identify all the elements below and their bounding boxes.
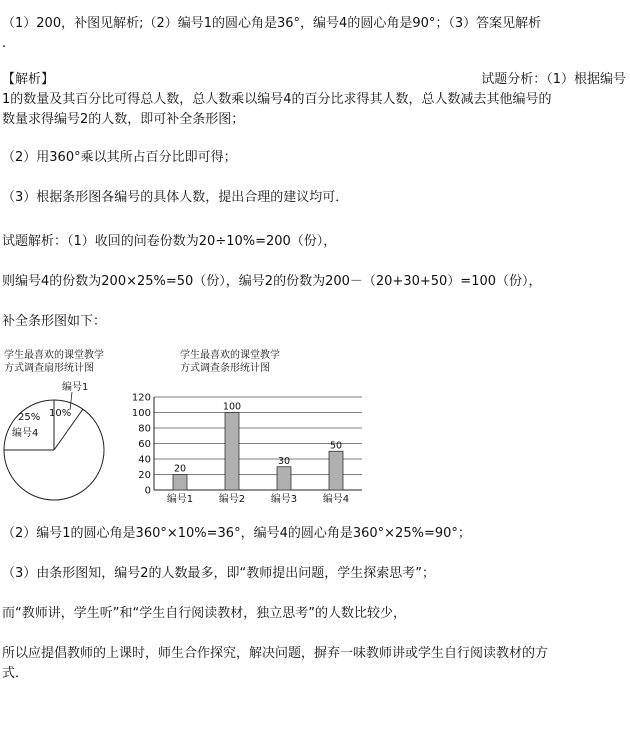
analysis-para-2: （2）用360°乘以其所占百分比即可得； bbox=[2, 150, 237, 165]
bar-ytick-label: 80 bbox=[138, 423, 151, 435]
bar-ytick-label: 100 bbox=[131, 408, 151, 419]
bar-category-label: 编号4 bbox=[322, 494, 350, 505]
bar-ytick-label: 120 bbox=[131, 392, 151, 404]
pie-chart bbox=[0, 340, 130, 510]
pie-title-line-2: 方式调查扇形统计图 bbox=[4, 363, 94, 374]
bar-chart bbox=[130, 340, 370, 510]
analysis-para-3: （3）根据条形图各编号的具体人数，提出合理的建议均可． bbox=[2, 190, 349, 205]
bar-data-label: 20 bbox=[173, 463, 187, 475]
analysis-header: 【解析】 bbox=[2, 72, 55, 87]
bar-title-line-2: 方式调查条形统计图 bbox=[180, 363, 270, 374]
analysis-para-1-line-1: 1的数量及其百分比可得总人数，总人数乘以编号4的百分比求得其人数，总人数减去其他编号的 bbox=[2, 92, 552, 107]
bar-1 bbox=[173, 475, 187, 491]
answer-line-1: （1）200，补图见解析;（2）编号1的圆心角是36°，编号4的圆心角是90°；（3）答案见解析 bbox=[2, 16, 542, 31]
bar-3 bbox=[277, 467, 291, 490]
bar-title-line-1: 学生最喜欢的课堂教学 bbox=[180, 350, 280, 361]
pie-label-item1: 编号1 bbox=[62, 382, 89, 393]
bar-ytick-label: 0 bbox=[144, 485, 151, 497]
solution-q3-line-4: 式． bbox=[2, 666, 29, 681]
solution-para-2: 则编号4的份数为200×25%=50（份），编号2的份数为200－（20+30+50）=100（份）， bbox=[2, 274, 542, 289]
bar-4 bbox=[329, 451, 343, 490]
pie-label-item4: 编号4 bbox=[12, 428, 39, 439]
solution-q3-line-1: （3）由条形图知，编号2的人数最多，即“教师提出问题，学生探索思考”； bbox=[2, 566, 436, 581]
pie-label-25pct: 25% bbox=[18, 412, 41, 423]
solution-q3-line-3: 所以应提倡教师的上课时，师生合作探究，解决问题，摒弃一味教师讲或学生自行阅读教材的方 bbox=[2, 646, 549, 661]
bar-category-label: 编号2 bbox=[218, 494, 246, 505]
solution-q3-line-2: 而“教师讲，学生听”和“学生自行阅读教材，独立思考”的人数比较少， bbox=[2, 606, 406, 621]
bar-ytick-label: 60 bbox=[138, 439, 151, 450]
pie-label-10pct: 10% bbox=[49, 408, 72, 419]
bar-ytick-label: 40 bbox=[138, 454, 151, 466]
bar-data-label: 50 bbox=[329, 440, 343, 452]
solution-q2: （2）编号1的圆心角是360°×10%=36°，编号4的圆心角是360°×25%=90°； bbox=[2, 526, 471, 541]
answer-line-2: . bbox=[2, 36, 7, 51]
bar-2 bbox=[225, 413, 239, 491]
pie-title-line-1: 学生最喜欢的课堂教学 bbox=[4, 350, 104, 361]
analysis-intro: 试题分析：（1）根据编号 bbox=[481, 72, 626, 87]
solution-para-3: 补全条形图如下： bbox=[2, 314, 107, 329]
solution-para-1: 试题解析：（1）收回的问卷份数为20÷10%=200（份）， bbox=[2, 234, 337, 249]
bar-category-label: 编号1 bbox=[166, 494, 194, 505]
bar-category-label: 编号3 bbox=[270, 494, 298, 505]
analysis-para-1-line-2: 数量求得编号2的人数，即可补全条形图； bbox=[2, 112, 245, 127]
bar-data-label: 30 bbox=[277, 455, 291, 467]
bar-ytick-label: 20 bbox=[138, 470, 151, 481]
bar-data-label: 100 bbox=[222, 401, 242, 413]
